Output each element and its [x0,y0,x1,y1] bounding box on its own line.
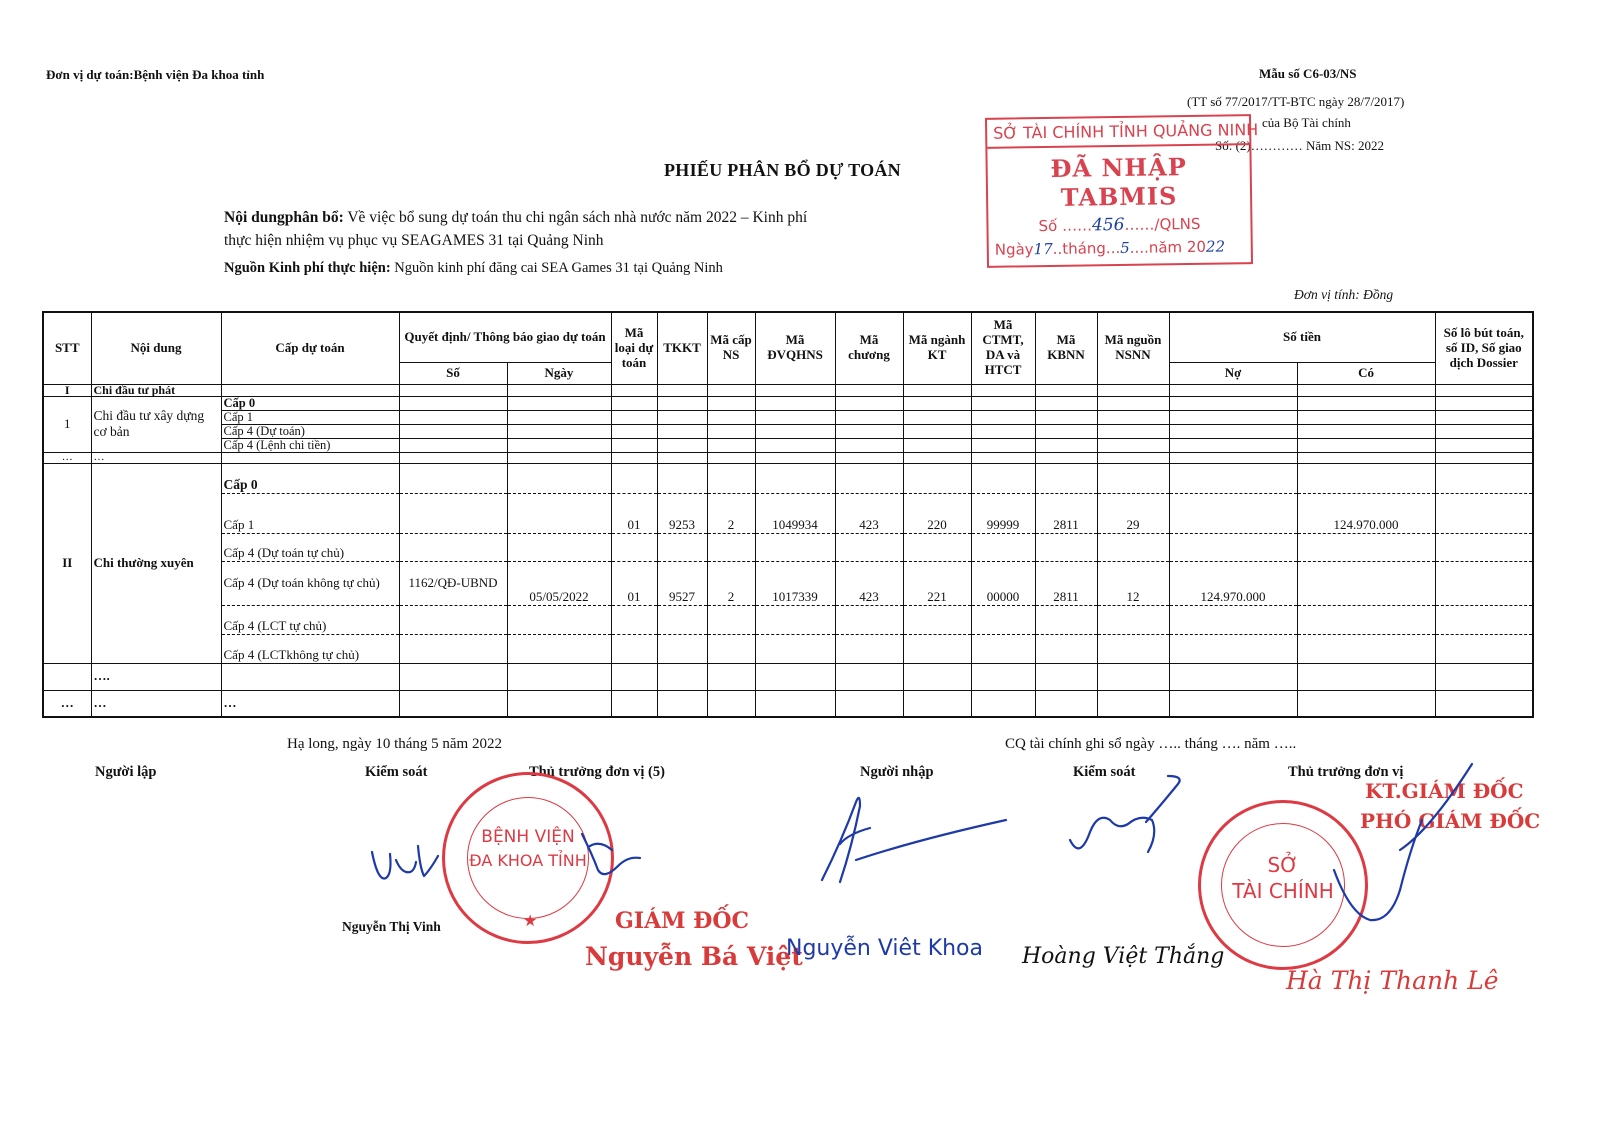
header-ma-kbnn: Mã KBNN [1035,312,1097,384]
stamp-org: SỞ TÀI CHÍNH TỈNH QUẢNG NINH [987,116,1249,149]
header-ma-ctmt: Mã CTMT, DA và HTCT [971,312,1035,384]
page-title: PHIẾU PHÂN BỔ DỰ TOÁN [664,160,901,180]
cell-no: 124.970.000 [1169,561,1297,605]
header-ma-chuong: Mã chương [835,312,903,384]
cell-cap-ns: 2 [707,561,755,605]
stamp-number: Số ……456……/QLNS [1038,214,1201,236]
form-number: Mẫu số C6-03/NS [1259,66,1357,81]
cell-dvqhns: 1049934 [755,493,835,533]
name-le: Hà Thị Thanh Lê [1286,966,1499,995]
header-so-tien: Số tiền [1169,312,1435,362]
cell-ctmt: 00000 [971,561,1035,605]
sec2-label: Chi thường xuyên [91,463,221,663]
sec2-more: …. [91,663,221,690]
sec2-stt: II [43,463,91,663]
kt-giam-doc: KT.GIÁM ĐỐC [1365,779,1524,803]
ministry: của Bộ Tài chính [1262,115,1351,130]
header-noi-dung: Nội dung [91,312,221,384]
sig-kiem-soat-1: Kiểm soát [365,764,428,780]
level-cell: Cấp 1 [221,493,399,533]
header-tkkt: TKKT [657,312,707,384]
name-viet: Nguyễn Bá Việt [585,942,803,971]
cell-dvqhns: 1017339 [755,561,835,605]
source-text: Nguồn kinh phí đăng cai SEA Games 31 tại Quảng Ninh [390,260,723,276]
hospital-seal-line2: ĐA KHOA TỈNH [469,851,587,870]
level-cell: Cấp 4 (Lệnh chi tiền) [221,438,399,452]
cell-kbnn: 2811 [1035,561,1097,605]
name-vinh: Nguyễn Thị Vinh [342,919,441,934]
cell-ma-loai: 01 [611,561,657,605]
signature-le [1334,764,1472,920]
level-cell: Cấp 1 [221,410,399,424]
cell-nganh: 221 [903,561,971,605]
finance-seal-line2: TÀI CHÍNH [1232,879,1334,903]
header-ma-loai: Mã loại dự toán [611,312,657,384]
last-stt: … [43,690,91,717]
hospital-seal-line1: BỆNH VIỆN [481,827,575,847]
stamp-date: Ngày17..tháng...5....năm 2022 [994,237,1226,259]
cell-nguon: 12 [1097,561,1169,605]
cell-ctmt: 99999 [971,493,1035,533]
level-cell: Cấp 4 (LCTkhông tự chủ) [221,634,399,663]
signature-vinh [372,846,438,878]
pho-giam-doc: PHÓ GIÁM ĐỐC [1360,809,1541,833]
place-date: Hạ long, ngày 10 tháng 5 năm 2022 [287,736,502,752]
cell-tkkt: 9527 [657,561,707,605]
sec1-stt: I [43,384,91,396]
cell-chuong: 423 [835,561,903,605]
sig-nguoi-lap: Người lập [95,764,157,780]
level-cell: Cấp 0 [221,463,399,493]
stamp-number-value: 456 [1091,214,1125,236]
cell-kbnn: 2811 [1035,493,1097,533]
last-cap: … [221,690,399,717]
level-cell: Cấp 4 (LCT tự chủ) [221,605,399,634]
level-cell: Cấp 4 (Dự toán) [221,424,399,438]
sig-thu-truong-1: Thủ trưởng đơn vị (5) [529,764,665,780]
giam-doc-title: GIÁM ĐỐC [615,908,750,934]
content-text-2: thực hiện nhiệm vụ phục vụ SEAGAMES 31 tại Quảng Ninh [224,232,604,249]
sig-kiem-soat-2: Kiểm soát [1073,764,1136,780]
header-ma-dvqhns: Mã ĐVQHNS [755,312,835,384]
header-ma-cap-ns: Mã cấp NS [707,312,755,384]
source-label: Nguồn Kinh phí thực hiện: [224,260,391,276]
header-so-lo: Số lô bút toán, số ID, Số giao dịch Dossier [1435,312,1533,384]
level-cell: Cấp 4 (Dự toán không tự chủ) [221,561,399,605]
header-ngay: Ngày [507,362,611,384]
content-text-1: Về việc bổ sung dự toán thu chi ngân sách nhà nước năm 2022 – Kinh phí [343,209,808,226]
header-co: Có [1297,362,1435,384]
level-cell: Cấp 4 (Dự toán tự chủ) [221,533,399,561]
finance-seal-line1: SỞ [1267,853,1299,877]
stamp-status: ĐÃ NHẬP TABMIS [1050,152,1187,212]
content-label: Nội dungphân bổ: [224,209,344,226]
budget-unit: Đơn vị dự toán:Bệnh viện Đa khoa tỉnh [46,67,265,82]
name-khoa: Nguyễn Viêt Khoa [786,936,984,961]
header-quyet-dinh: Quyết định/ Thông báo giao dự toán [399,312,611,362]
sec1-row-stt: 1 [43,396,91,452]
header-so: Số [399,362,507,384]
sec1-ellipsis-label: … [91,452,221,463]
sec1-label: Chi đầu tư phát [91,384,221,396]
cell-nguon: 29 [1097,493,1169,533]
cell-co: 124.970.000 [1297,493,1435,533]
currency-unit: Đơn vị tính: Đồng [1294,287,1394,302]
doc-number-year: Số: (2)………… Năm NS: 2022 [1215,138,1384,153]
signature-thang [1070,776,1180,852]
cq-date: CQ tài chính ghi sổ ngày ….. tháng …. năm ….. [1005,736,1297,752]
header-cap-du-toan: Cấp dự toán [221,312,399,384]
cell-ma-loai: 01 [611,493,657,533]
header-stt: STT [43,312,91,384]
sig-thu-truong-2: Thủ trưởng đơn vị [1288,764,1404,780]
circular-ref: (TT số 77/2017/TT-BTC ngày 28/7/2017) [1187,94,1405,109]
sig-nguoi-nhap: Người nhập [860,764,934,780]
sec1-ellipsis-stt: … [43,452,91,463]
last-label: … [91,690,221,717]
header-ma-nganh: Mã ngành KT [903,312,971,384]
cell-tkkt: 9253 [657,493,707,533]
hospital-seal: BỆNH VIỆN ĐA KHOA TỈNH ★ [442,772,614,944]
cell-nganh: 220 [903,493,971,533]
signature-viet [582,834,640,874]
sec1-row-label: Chi đầu tư xây dựng cơ bản [91,396,221,452]
name-thang: Hoàng Việt Thắng [1022,944,1225,969]
signature-nhap [822,798,1006,882]
header-no: Nợ [1169,362,1297,384]
cell-ngay: 05/05/2022 [507,561,611,605]
cell-so: 1162/QĐ-UBND [399,561,507,605]
cell-cap-ns: 2 [707,493,755,533]
level-cell: Cấp 0 [221,396,399,410]
header-ma-nguon: Mã nguồn NSNN [1097,312,1169,384]
cell-chuong: 423 [835,493,903,533]
